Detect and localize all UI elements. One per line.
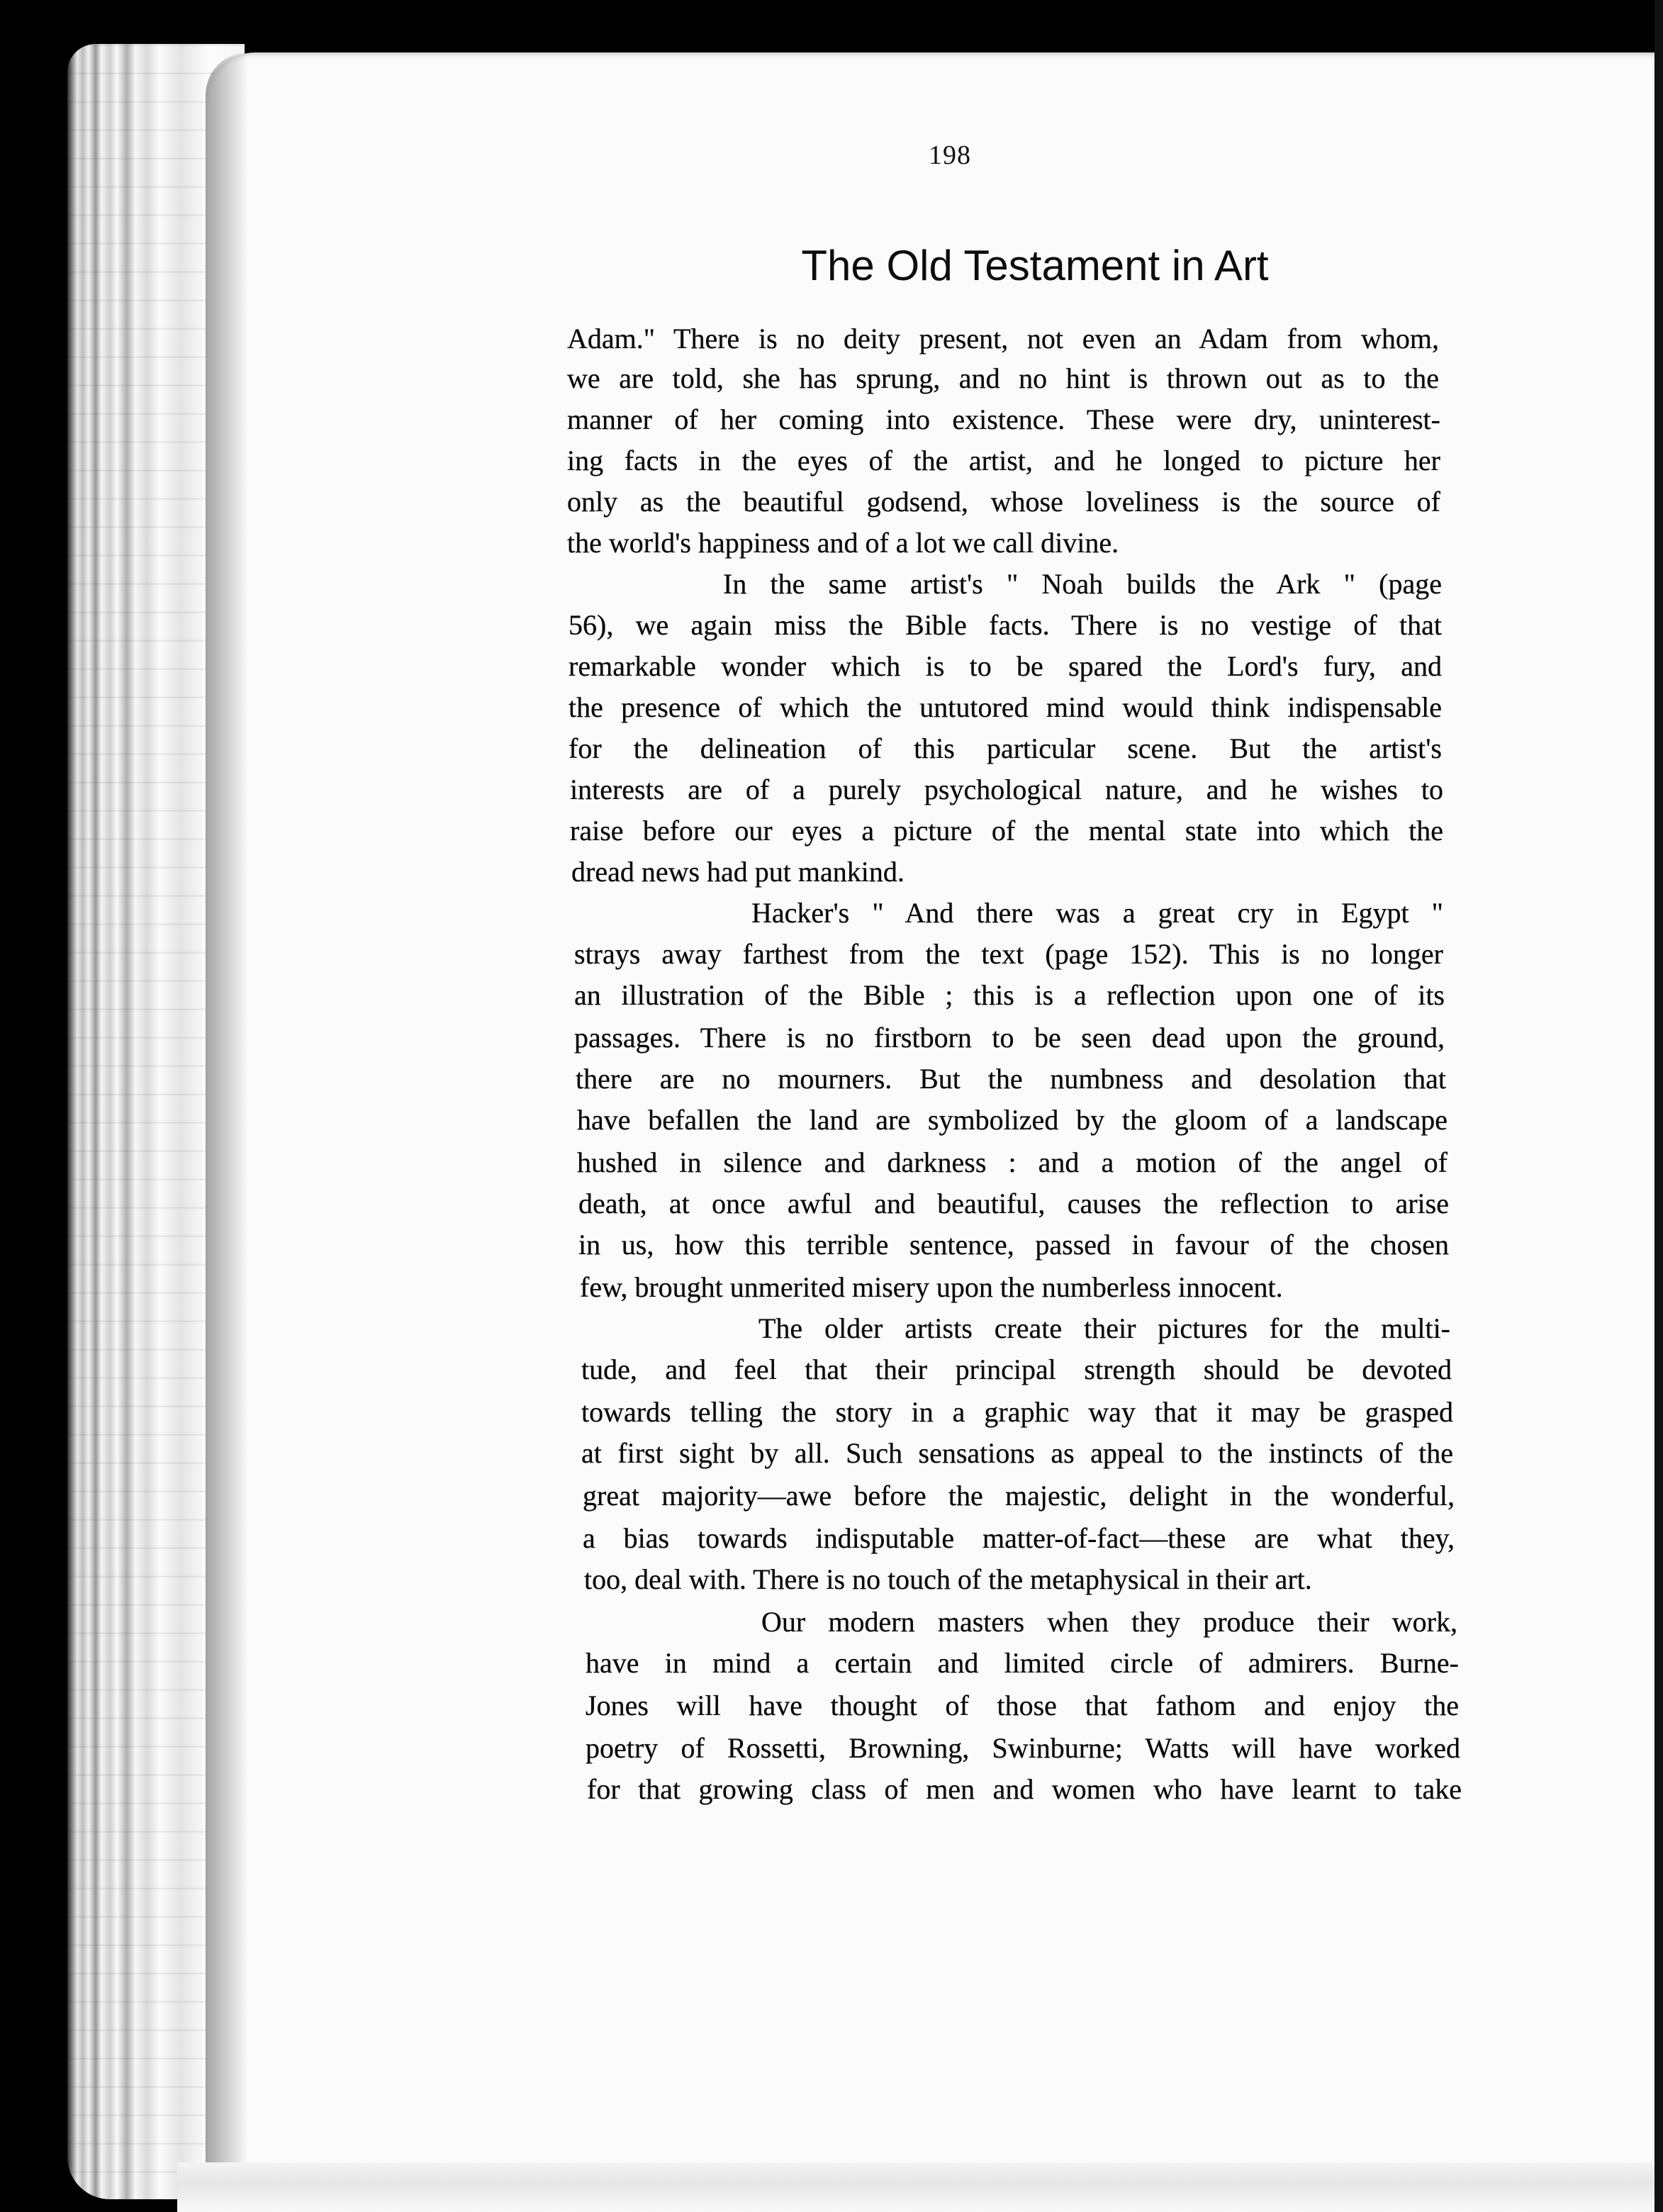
text-line: we are told, she has sprung, and no hint is thrown out as to the	[567, 362, 1439, 394]
text-line: dread news had put mankind.	[571, 856, 905, 888]
text-line: Jones will have thought of those that fathom and enjoy the	[586, 1689, 1459, 1721]
text-line: great majority—awe before the majestic, delight in the wonderful,	[583, 1480, 1455, 1512]
text-line: 56), we again miss the Bible facts. There is no vestige of that	[569, 609, 1442, 641]
text-line: passages. There is no firstborn to be seen dead upon the ground,	[574, 1022, 1445, 1054]
text-line: poetry of Rossetti, Browning, Swinburne; Watts will have worked	[586, 1732, 1460, 1764]
text-line: manner of her coming into existence. These were dry, uninterest-	[567, 403, 1440, 435]
text-line: for that growing class of men and women who have learnt to take	[587, 1773, 1462, 1805]
text-line: only as the beautiful godsend, whose loveliness is the source of	[567, 486, 1440, 518]
running-head: The Old Testament in Art	[801, 242, 1269, 289]
text-line: have befallen the land are symbolized by the gloom of a landscape	[577, 1104, 1448, 1136]
page-number: 198	[929, 140, 971, 170]
text-line: there are no mourners. But the numbness and desolation that	[576, 1063, 1446, 1095]
text-line: raise before our eyes a picture of the mental state into which the	[570, 815, 1443, 847]
text-line: towards telling the story in a graphic way that it may be grasped	[581, 1396, 1453, 1428]
text-line: tude, and feel that their principal strength should be devoted	[581, 1353, 1452, 1385]
text-line: strays away farthest from the text (page 152). This is no longer	[574, 938, 1443, 970]
text-line: remarkable wonder which is to be spared the Lord's fury, and	[569, 650, 1442, 682]
text-line: at first sight by all. Such sensations as appeal to the instincts of the	[581, 1437, 1453, 1469]
text-line: death, at once awful and beautiful, causes the reflection to arise	[578, 1188, 1449, 1219]
text-line: the presence of which the untutored mind would think indispensable	[569, 691, 1442, 723]
text-line: for the delineation of this particular scene. But the artist's	[569, 732, 1442, 764]
text-line: In the same artist's " Noah builds the Ark " (page	[723, 568, 1442, 600]
text-line: ing facts in the eyes of the artist, and he longed to picture her	[567, 445, 1440, 476]
text-line: few, brought unmerited misery upon the numberless innocent.	[580, 1271, 1283, 1303]
text-line: Adam." There is no deity present, not even an Adam from whom,	[567, 323, 1439, 354]
text-line: hushed in silence and darkness : and a motion of the angel of	[577, 1146, 1448, 1178]
text-line: an illustration of the Bible ; this is a reflection upon one of its	[574, 979, 1445, 1011]
text-line: too, deal with. There is no touch of the metaphysical in their art.	[584, 1563, 1312, 1595]
text-line: the world's happiness and of a lot we call divine.	[567, 527, 1119, 559]
text-line: The older artists create their pictures for the multi-	[758, 1312, 1450, 1344]
text-line: have in mind a certain and limited circle of admirers. Burne-	[586, 1647, 1459, 1679]
text-line: in us, how this terrible sentence, passed in favour of the chosen	[578, 1229, 1449, 1261]
text-line: interests are of a purely psychological nature, and he wishes to	[570, 773, 1443, 805]
text-line: Hacker's " And there was a great cry in Egypt "	[751, 897, 1443, 929]
text-line: Our modern masters when they produce their work,	[761, 1606, 1457, 1638]
text-line: a bias towards indisputable matter-of-fact—these are what they,	[583, 1522, 1455, 1554]
